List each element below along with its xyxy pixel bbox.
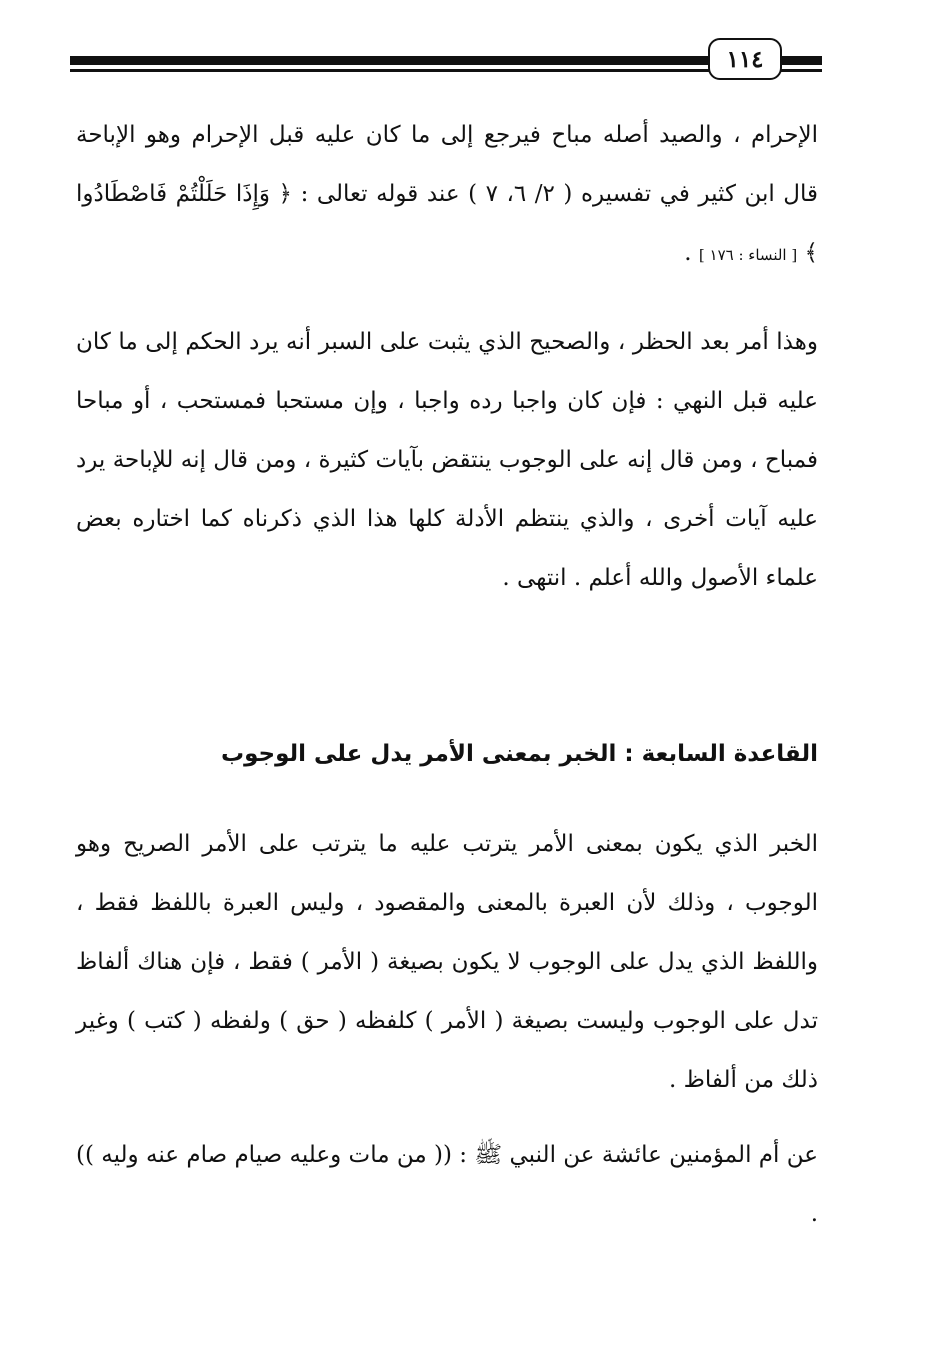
page-number-frame [708, 38, 782, 80]
paragraph-khabar: الخبر الذي يكون بمعنى الأمر يترتب عليه ما يترتب على الأمر الصريح وهو الوجوب ، وذلك لأن العبرة بالمعنى والمقصود ، وليس العبرة باللفظ فقط ، واللفظ الذي يدل على الوجوب لا يكون بصيغة ( الأمر ) فقط ، فإن هناك ألفاظ تدل على الوجوب وليست بصيغة ( الأمر ) كلفظه ( حق ) ولفظه ( كتب ) وغير ذلك من ألفاظ . [76, 831, 818, 1093]
page-header [70, 34, 822, 78]
paragraph-amr-after-hazr: وهذا أمر بعد الحظر ، والصحيح الذي يثبت على السبر أنه يرد الحكم إلى ما كان عليه قبل النهي : فإن كان واجبا رده واجبا ، وإن مستحبا فمستحب ، أو مباحا فمباح ، ومن قال إنه على الوجوب ينتقض بآيات كثيرة ، ومن قال إنه للإباحة يرد عليه آيات أخرى ، والذي ينتظم الأدلة كلها هذا الذي ذكرناه كما اختاره بعض علماء الأصول والله أعلم . انتهى . [76, 329, 818, 591]
paragraph-ihram-text: الإحرام ، والصيد أصله مباح فيرجع إلى ما كان عليه قبل الإحرام وهو الإباحة قال ابن كثير في تفسيره ( ٢/ ٦، ٧ ) عند قوله تعالى : [76, 122, 818, 207]
paragraph-ihram-end: . [684, 240, 699, 266]
paragraph-ihram [76, 106, 818, 285]
quran-verse: ﴿ وَإِذَا حَلَلْتُمْ فَاصْطَادُوا ﴾ [76, 181, 818, 266]
section-title: الخبر بمعنى الأمر يدل على الوجوب [220, 741, 617, 767]
page-number: ١١٤ [726, 45, 764, 73]
paragraph-hadith: عن أم المؤمنين عائشة عن النبي ﷺ : (( من مات وعليه صيام صام عنه وليه )) . [76, 1142, 818, 1227]
verse-citation: [ النساء : ١٧٦ ] [698, 246, 798, 264]
section-label: القاعدة السابعة : [624, 741, 818, 767]
section-heading [76, 734, 818, 774]
